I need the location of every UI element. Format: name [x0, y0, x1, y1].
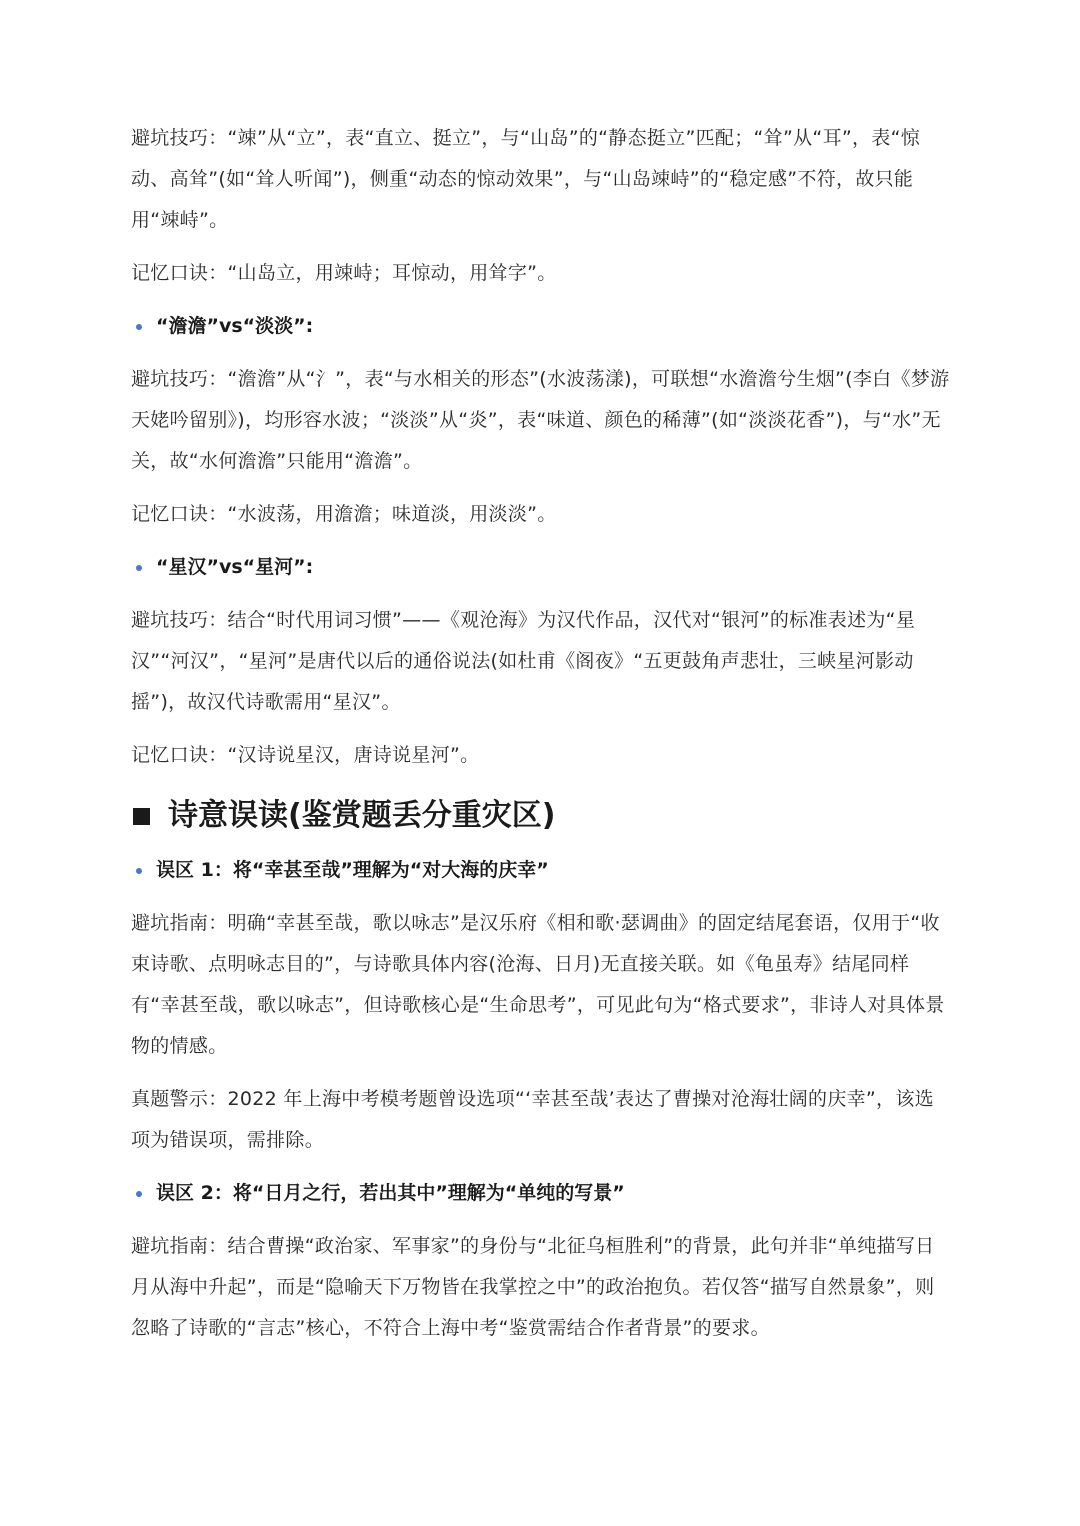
bullet-heading-misread-2 [131, 1173, 953, 1214]
guide-paragraph-misread-2: 避坑指南：结合曹操“政治家、军事家”的身份与“北征乌桓胜利”的背景，此句并非“单纯描写日月从海中升起”，而是“隐喻天下万物皆在我掌控之中”的政治抱负。若仅答“描写自然景象”，则忽略了诗歌的“言志”核心，不符合上海中考“鉴赏需结合作者背景”的要求。 [131, 1235, 935, 1339]
bullet-dot-icon [136, 565, 142, 571]
section-title-text: 诗意误读(鉴赏题丢分重灾区) [168, 798, 556, 833]
tip-paragraph-xing-han: 避坑技巧：结合“时代用词习惯”——《观沧海》为汉代作品，汉代对“银河”的标准表述为“星汉”“河汉”，“星河”是唐代以后的通俗说法(如杜甫《阁夜》“五更鼓角声悲壮，三峡星河影动摇”)，故汉代诗歌需用“星汉”。 [131, 609, 916, 713]
bullet-heading-text: 误区 2：将“日月之行，若出其中”理解为“单纯的写景” [156, 1182, 625, 1204]
bullet-heading-misread-1 [131, 850, 953, 891]
guide-paragraph-misread-1: 避坑指南：明确“幸甚至哉，歌以咏志”是汉乐府《相和歌·瑟调曲》的固定结尾套语，仅用于“收束诗歌、点明咏志目的”，与诗歌具体内容(沧海、日月)无直接关联。如《龟虽寿》结尾同样有“幸甚至哉，歌以咏志”，但诗歌核心是“生命思考”，可见此句为“格式要求”，非诗人对具体景物的情感。 [131, 912, 945, 1057]
warning-paragraph-misread-1: 真题警示：2022 年上海中考模考题曾设选项“‘幸甚至哉’表达了曹操对沧海壮阔的庆幸”，该选项为错误项，需排除。 [131, 1088, 934, 1151]
square-bullet-icon [133, 808, 150, 825]
bullet-dot-icon [136, 1191, 142, 1197]
mnemonic-paragraph-xing-han: 记忆口诀：“汉诗说星汉，唐诗说星河”。 [131, 744, 480, 766]
section-title [131, 792, 953, 840]
tip-paragraph-jun-zhi: 避坑技巧：“竦”从“立”，表“直立、挺立”，与“山岛”的“静态挺立”匹配；“耸”从“耳”，表“惊动、高耸”(如“耸人听闻”)，侧重“动态的惊动效果”，与“山岛竦峙”的“稳定感”不符，故只能用“竦峙”。 [131, 127, 921, 231]
bullet-heading-text: 误区 1：将“幸甚至哉”理解为“对大海的庆幸” [156, 859, 549, 881]
bullet-heading-dan-dan [131, 306, 953, 347]
document-page [131, 118, 953, 1361]
mnemonic-paragraph-jun-zhi: 记忆口诀：“山岛立，用竦峙；耳惊动，用耸字”。 [131, 262, 557, 284]
mnemonic-paragraph-dan-dan: 记忆口诀：“水波荡，用澹澹；味道淡，用淡淡”。 [131, 503, 557, 525]
bullet-dot-icon [136, 868, 142, 874]
tip-paragraph-dan-dan: 避坑技巧：“澹澹”从“氵”，表“与水相关的形态”(水波荡漾)，可联想“水澹澹兮生烟”(李白《梦游天姥吟留别》)，均形容水波；“淡淡”从“炎”，表“味道、颜色的稀薄”(如“淡淡花香”)，与“水”无关，故“水何澹澹”只能用“澹澹”。 [131, 368, 950, 472]
bullet-dot-icon [136, 324, 142, 330]
bullet-heading-text: “星汉”vs“星河”: [156, 556, 314, 578]
bullet-heading-text: “澹澹”vs“淡淡”: [156, 315, 314, 337]
bullet-heading-xing-han [131, 547, 953, 588]
